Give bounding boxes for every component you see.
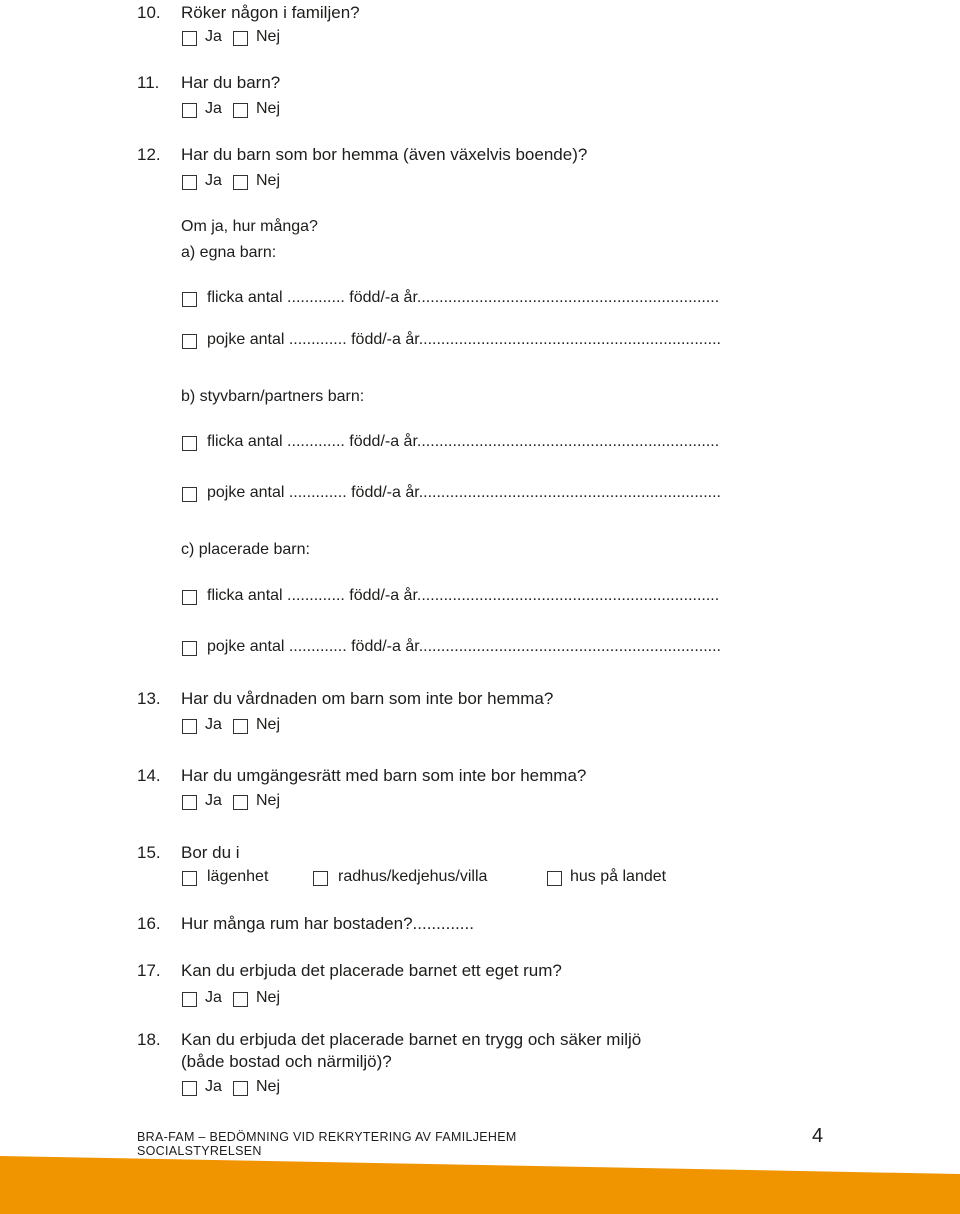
q14-no-checkbox[interactable] [233,795,248,810]
orange-footer-band [0,1140,960,1214]
q14-no-label: Nej [256,792,281,809]
own-children-label: a) egna barn: [181,244,277,261]
born-year-field[interactable]: .................................................................... [418,638,721,655]
girl-count-field[interactable]: ............. [287,289,345,306]
q18-yes-label: Ja [205,1078,222,1095]
question-16-text: Hur många rum har bostaden? [181,914,413,933]
q10-yes-checkbox[interactable] [182,31,197,46]
step-boy-row [207,484,721,502]
born-year-label: född/-a år [349,433,417,450]
q13-no-label: Nej [256,716,281,733]
question-17-number: 17. [137,961,161,980]
q17-yes-checkbox[interactable] [182,992,197,1007]
question-14-text: Har du umgängesrätt med barn som inte bor hemma? [181,766,587,785]
q11-no-checkbox[interactable] [233,103,248,118]
placed-boy-checkbox[interactable] [182,641,197,656]
q14-yes-label: Ja [205,792,222,809]
question-11-text: Har du barn? [181,73,281,92]
born-year-field[interactable]: .................................................................... [418,484,721,501]
q17-no-checkbox[interactable] [233,992,248,1007]
boy-count-label: pojke antal [207,638,285,655]
question-18-number: 18. [137,1030,161,1049]
born-year-field[interactable]: .................................................................... [418,331,721,348]
countryside-label: hus på landet [570,868,667,885]
footer-publisher: SOCIALSTYRELSEN [137,1144,262,1158]
question-16-number: 16. [137,914,161,933]
q18-no-label: Nej [256,1078,281,1095]
boy-count-field[interactable]: ............. [288,638,347,655]
born-year-label: född/-a år [351,638,419,655]
question-10-number: 10. [137,3,161,22]
question-10-text: Röker någon i familjen? [181,3,360,22]
orange-band-shape [0,1156,960,1214]
question-17-text: Kan du erbjuda det placerade barnet ett eget rum? [181,961,562,980]
apartment-checkbox[interactable] [182,871,197,886]
q12-no-checkbox[interactable] [233,175,248,190]
question-13-number: 13. [137,689,161,708]
countryside-checkbox[interactable] [547,871,562,886]
boy-count-field[interactable]: ............. [288,484,347,501]
born-year-label: född/-a år [351,331,419,348]
q17-yes-label: Ja [205,989,222,1006]
question-12-text: Har du barn som bor hemma (även växelvis boende)? [181,145,588,164]
question-12-number: 12. [137,145,161,164]
q13-no-checkbox[interactable] [233,719,248,734]
stepchildren-label: b) styvbarn/partners barn: [181,388,365,405]
apartment-label: lägenhet [207,868,269,885]
girl-count-label: flicka antal [207,433,283,450]
born-year-field[interactable]: .................................................................... [416,587,720,604]
q14-yes-checkbox[interactable] [182,795,197,810]
born-year-label: född/-a år [349,289,417,306]
placed-children-label: c) placerade barn: [181,541,310,558]
q17-no-label: Nej [256,989,281,1006]
row-house-checkbox[interactable] [313,871,328,886]
own-girl-row [207,289,719,307]
q12-yes-checkbox[interactable] [182,175,197,190]
how-many-label: Om ja, hur många? [181,218,318,235]
placed-boy-row [207,638,721,656]
boy-count-field[interactable]: ............. [288,331,347,348]
girl-count-field[interactable]: ............. [287,433,345,450]
born-year-field[interactable]: .................................................................... [416,289,720,306]
q10-yes-label: Ja [205,28,222,45]
placed-girl-row [207,587,719,605]
question-11-number: 11. [137,73,160,92]
q18-yes-checkbox[interactable] [182,1081,197,1096]
question-18-text-line2: (både bostad och närmiljö)? [181,1052,392,1071]
question-16-row [181,914,474,934]
girl-count-field[interactable]: ............. [287,587,345,604]
born-year-label: född/-a år [349,587,417,604]
question-15-number: 15. [137,843,161,862]
q18-no-checkbox[interactable] [233,1081,248,1096]
row-house-label: radhus/kedjehus/villa [338,868,488,885]
step-boy-checkbox[interactable] [182,487,197,502]
own-girl-checkbox[interactable] [182,292,197,307]
q11-yes-checkbox[interactable] [182,103,197,118]
q11-no-label: Nej [256,100,281,117]
step-girl-checkbox[interactable] [182,436,197,451]
born-year-field[interactable]: .................................................................... [416,433,720,450]
question-13-text: Har du vårdnaden om barn som inte bor hemma? [181,689,554,708]
q13-yes-label: Ja [205,716,222,733]
girl-count-label: flicka antal [207,587,283,604]
q12-yes-label: Ja [205,172,222,189]
boy-count-label: pojke antal [207,484,285,501]
own-boy-checkbox[interactable] [182,334,197,349]
boy-count-label: pojke antal [207,331,285,348]
footer-title: BRA-FAM – BEDÖMNING VID REKRYTERING AV FAMILJEHEM [137,1130,517,1144]
question-18-text: Kan du erbjuda det placerade barnet en trygg och säker miljö [181,1030,642,1049]
q10-no-checkbox[interactable] [233,31,248,46]
page-number: 4 [812,1125,824,1147]
q11-yes-label: Ja [205,100,222,117]
girl-count-label: flicka antal [207,289,283,306]
born-year-label: född/-a år [351,484,419,501]
room-count-field[interactable]: ............. [412,914,474,933]
q13-yes-checkbox[interactable] [182,719,197,734]
question-15-text: Bor du i [181,843,240,862]
step-girl-row [207,433,719,451]
placed-girl-checkbox[interactable] [182,590,197,605]
own-boy-row [207,331,721,349]
q10-no-label: Nej [256,28,281,45]
question-14-number: 14. [137,766,161,785]
q12-no-label: Nej [256,172,281,189]
